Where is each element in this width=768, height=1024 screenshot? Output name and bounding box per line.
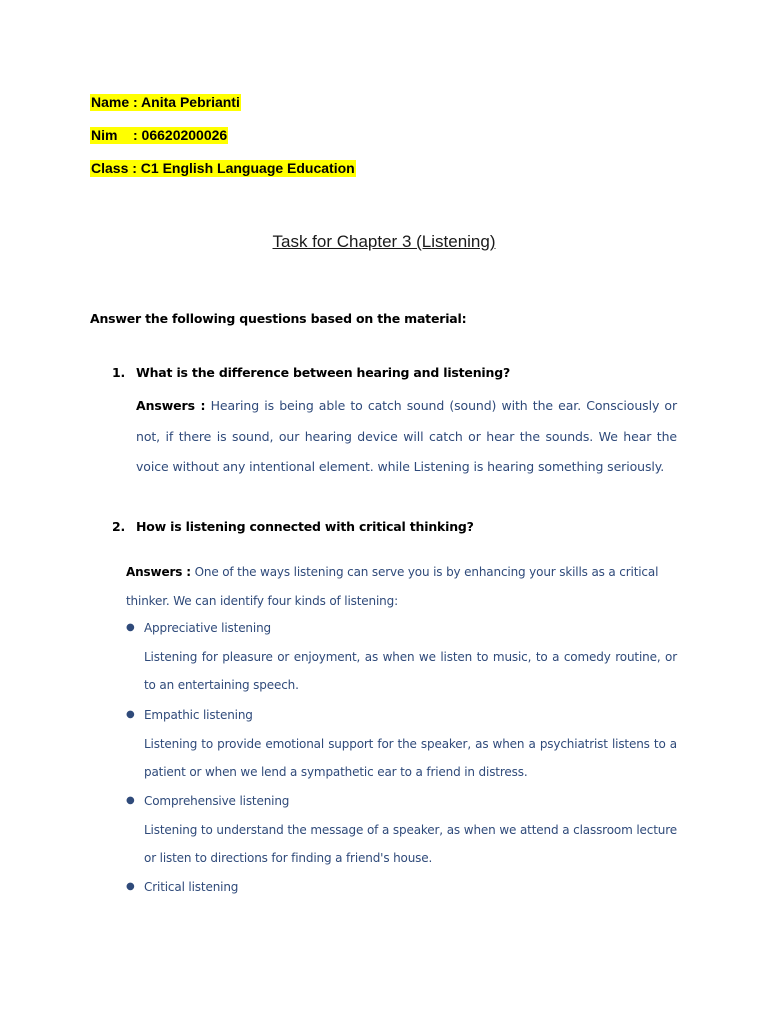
list-item-title: Appreciative listening [144,621,271,635]
list-item-description: Listening for pleasure or enjoyment, as when we listen to music, to a comedy routine, or to an entertaining speech. [144,649,677,693]
document-title: Task for Chapter 3 (Listening) [272,232,496,251]
student-nim: Nim : 06620200026 [91,127,228,143]
question-1 [112,365,510,380]
bullet-icon: ● [126,622,135,633]
list-item-description: Listening to provide emotional support for the speaker, as when a psychiatrist listens to a patient or when we lend a sympathetic ear to a friend in distress. [144,736,677,780]
list-item [126,701,677,787]
student-name: Name : Anita Pebrianti [91,94,240,110]
bullet-icon: ● [126,709,135,720]
answer-1 [136,391,677,483]
answer-text: Hearing is being able to catch sound (sound) with the ear. Consciously or not, if there is sound, our hearing device will catch or hear the sounds. We hear the voice without any intentional element. while Listening is hearing something seriously. [136,398,677,474]
answer-2 [126,558,677,615]
list-item [126,787,677,873]
student-class: Class : C1 English Language Education [91,160,355,176]
list-item-title: Comprehensive listening [144,794,290,808]
list-item-description: Listening to understand the message of a speaker, as when we attend a classroom lecture or listen to directions for finding a friend's house. [144,822,677,866]
list-item-title: Empathic listening [144,708,253,722]
answer-label: Answers : [136,398,206,413]
bullet-icon: ● [126,881,135,892]
list-item [126,614,677,700]
question-text: How is listening connected with critical thinking? [136,519,474,534]
instructions: Answer the following questions based on the material: [90,311,467,326]
answer-text: One of the ways listening can serve you is by enhancing your skills as a critical thinker. We can identify four kinds of listening: [126,565,659,608]
question-2 [112,519,474,534]
question-number: 1. [112,365,126,380]
question-number: 2. [112,519,126,534]
list-item [126,873,677,902]
list-item-title: Critical listening [144,880,239,894]
bullet-icon: ● [126,795,135,806]
question-text: What is the difference between hearing and listening? [136,365,510,380]
answer-label: Answers : [126,565,191,579]
